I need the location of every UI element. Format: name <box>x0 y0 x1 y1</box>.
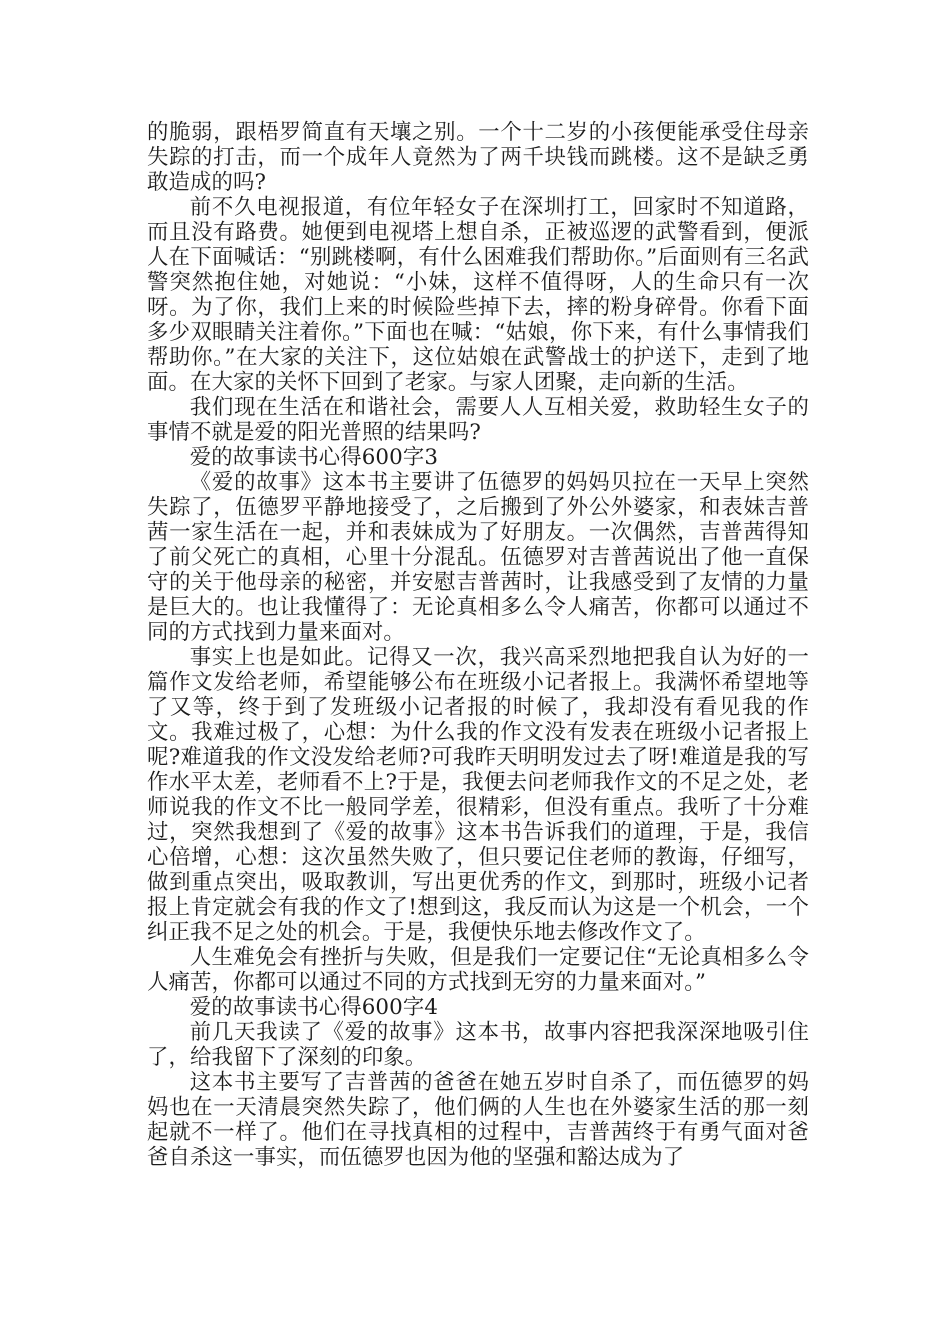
paragraph: 事实上也是如此。记得又一次，我兴高采烈地把我自认为好的一篇作文发给老师，希望能够公布在班级小记者报上。我满怀希望地等了又等，终于到了发班级小记者报的时候了，我却没有看见我的作文。我难过极了，心想：为什么我的作文没有发表在班级小记者报上呢?难道我的作文没发给老师?可我昨天明明发过去了呀!难道是我的写作水平太差，老师看不上?于是，我便去问老师我作文的不足之处，老师说我的作文不比一般同学差，很精彩，但没有重点。我听了十分难过，突然我想到了《爱的故事》这本书告诉我们的道理，于是，我信心倍增，心想：这次虽然失败了，但只要记住老师的教诲，仔细写，做到重点突出，吸取教训，写出更优秀的作文，到那时，班级小记者报上肯定就会有我的作文了!想到这，我反而认为这是一个机会，一个纠正我不足之处的机会。于是，我便快乐地去修改作文了。 <box>147 645 809 945</box>
paragraph: 前不久电视报道，有位年轻女子在深圳打工，回家时不知道路，而且没有路费。她便到电视塔上想自杀，正被巡逻的武警看到，便派人在下面喊话：“别跳楼啊，有什么困难我们帮助你。”后面则有三名武警突然抱住她，对她说：“小妹，这样不值得呀，人的生命只有一次呀。为了你，我们上来的时候险些掉下去，摔的粉身碎骨。你看下面多少双眼睛关注着你。”下面也在喊：“姑娘，你下来，有什么事情我们帮助你。”在大家的关注下，这位姑娘在武警战士的护送下，走到了地面。在大家的关怀下回到了老家。与家人团聚，走向新的生活。 <box>147 195 809 395</box>
paragraph: 人生难免会有挫折与失败，但是我们一定要记住“无论真相多么令人痛苦，你都可以通过不同的方式找到无穷的力量来面对。” <box>147 945 809 995</box>
section-heading: 爱的故事读书心得600字3 <box>189 445 439 470</box>
paragraph: 的脆弱，跟梧罗简直有天壤之别。一个十二岁的小孩便能承受住母亲失踪的打击，而一个成年人竟然为了两千块钱而跳楼。这不是缺乏勇敢造成的吗? <box>147 120 809 195</box>
paragraph: 这本书主要写了吉普茜的爸爸在她五岁时自杀了，而伍德罗的妈妈也在一天清晨突然失踪了，他们俩的人生也在外婆家生活的那一刻起就不一样了。他们在寻找真相的过程中，吉普茜终于有勇气面对爸爸自杀这一事实，而伍德罗也因为他的坚强和豁达成为了 <box>147 1070 809 1170</box>
section-heading: 爱的故事读书心得600字4 <box>189 995 439 1020</box>
document-body <box>147 120 809 1170</box>
paragraph: 《爱的故事》这本书主要讲了伍德罗的妈妈贝拉在一天早上突然失踪了，伍德罗平静地接受了，之后搬到了外公外婆家，和表妹吉普茜一家生活在一起，并和表妹成为了好朋友。一次偶然，吉普茜得知了前父死亡的真相，心里十分混乱。伍德罗对吉普茜说出了他一直保守的关于他母亲的秘密，并安慰吉普茜时，让我感受到了友情的力量是巨大的。也让我懂得了：无论真相多么令人痛苦，你都可以通过不同的方式找到力量来面对。 <box>147 470 809 645</box>
paragraph: 我们现在生活在和谐社会，需要人人互相关爱，救助轻生女子的事情不就是爱的阳光普照的结果吗? <box>147 395 809 445</box>
paragraph: 前几天我读了《爱的故事》这本书，故事内容把我深深地吸引住了，给我留下了深刻的印象。 <box>147 1020 809 1070</box>
